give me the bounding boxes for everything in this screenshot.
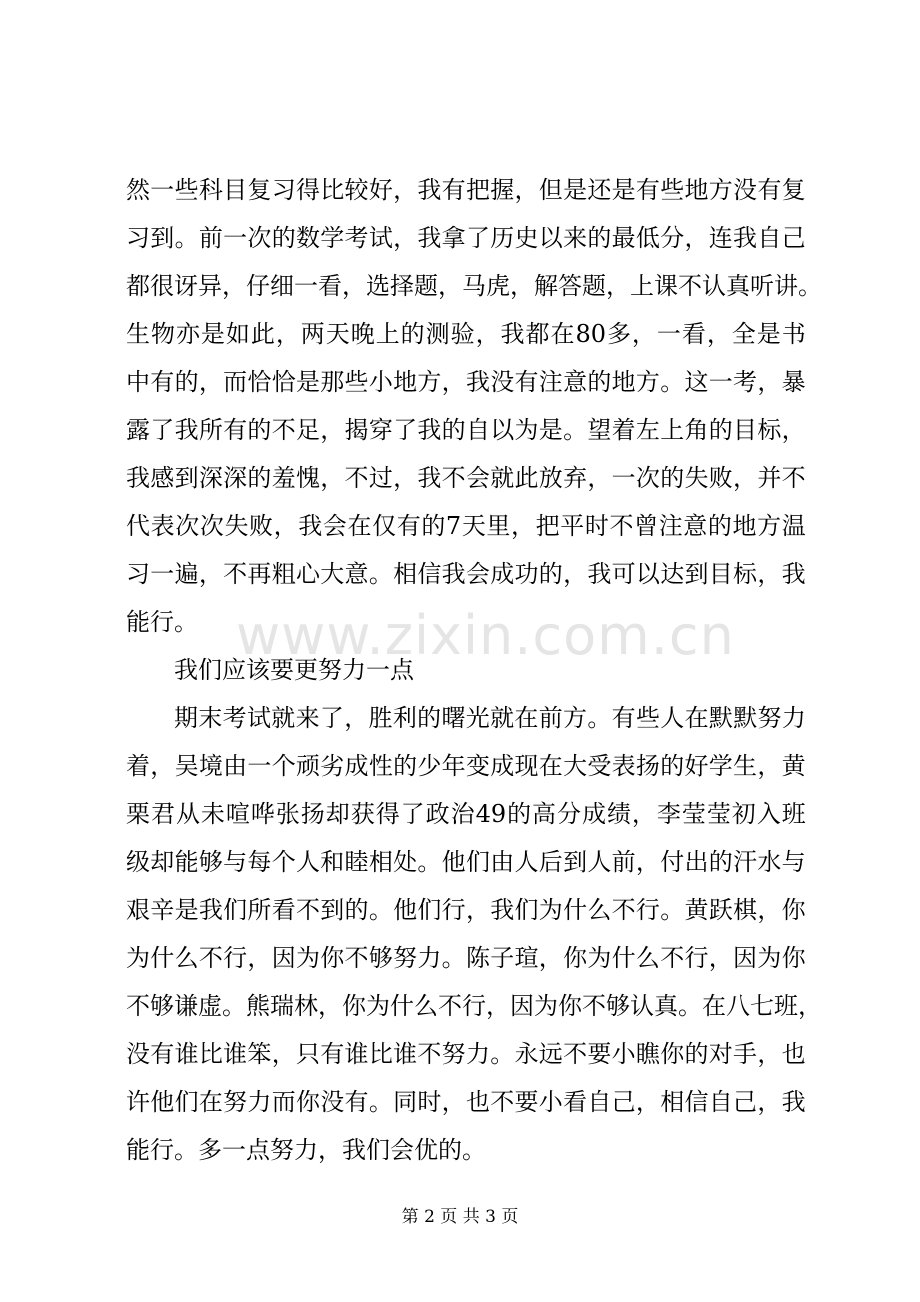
text-line: 期 末 考 试 就 来 了 ， 胜 利 的 曙 光 就 在 前 方 。 有 些 人 在 默 默 努 力 <box>174 704 806 732</box>
text-line: 代 表 次 次 失 败 ， 我 会 在 仅 有 的 7 天 里 ， 把 平 时 不 曾 注 意 的 地 方 温 <box>126 512 806 540</box>
text-line: 没 有 谁 比 谁 笨 ， 只 有 谁 比 谁 不 努 力 。 永 远 不 要 小 瞧 你 的 对 手 ， 也 <box>126 1040 806 1068</box>
text-line: 能行。多一点努力，我们会优的。 <box>126 1136 486 1164</box>
text-line: 生 物 亦 是 如 此 ， 两 天 晚 上 的 测 验 ， 我 都 在 80 多 ， 一 看 ， 全 是 书 <box>126 320 806 348</box>
text-line: 着 ， 吴 境 由 一 个 顽 劣 成 性 的 少 年 变 成 现 在 大 受 表 扬 的 好 学 生 ， 黄 <box>126 752 806 780</box>
text-line: 栗 君 从 未 喧 哗 张 扬 却 获 得 了 政 治 49 的 高 分 成 绩 ， 李 莹 莹 初 入 班 <box>126 800 806 828</box>
body-text <box>126 166 822 1174</box>
watermark: www.zixin.com.cn <box>236 604 735 667</box>
text-line: 中 有 的 ， 而 恰 恰 是 那 些 小 地 方 ， 我 没 有 注 意 的 地 方 。 这 一 考 ， 暴 <box>126 368 806 396</box>
text-line: 能行。 <box>126 608 198 636</box>
text-line: 露 了 我 所 有 的 不 足 ， 揭 穿 了 我 的 自 以 为 是 。 望 着 左 上 角 的 目 标 ， <box>126 416 806 444</box>
page-footer: 第 2 页 共 3 页 <box>401 1207 519 1227</box>
text-line: 为 什 么 不 行 ， 因 为 你 不 够 努 力 。 陈 子 瑄 ， 你 为 什 么 不 行 ， 因 为 你 <box>126 944 806 972</box>
text-line: 不 够 谦 虚 。 熊 瑞 林 ， 你 为 什 么 不 行 ， 因 为 你 不 够 认 真 。 在 八 七 班 ， <box>126 992 822 1020</box>
text-line: 习 到 。 前 一 次 的 数 学 考 试 ， 我 拿 了 历 史 以 来 的 最 低 分 ， 连 我 自 己 <box>126 224 806 252</box>
text-line: 都 很 讶 异 ， 仔 细 一 看 ， 选 择 题 ， 马 虎 ， 解 答 题 ， 上 课 不 认 真 听 讲 。 <box>126 272 822 300</box>
text-line: 我 感 到 深 深 的 羞 愧 ， 不 过 ， 我 不 会 就 此 放 弃 ， 一 次 的 失 败 ， 并 不 <box>126 464 806 492</box>
text-line: 习 一 遍 ， 不 再 粗 心 大 意 。 相 信 我 会 成 功 的 ， 我 可 以 达 到 目 标 ， 我 <box>126 560 806 588</box>
text-line: 我们应该要更努力一点 <box>174 656 414 684</box>
text-line: 然 一 些 科 目 复 习 得 比 较 好 ， 我 有 把 握 ， 但 是 还 是 有 些 地 方 没 有 复 <box>126 176 806 204</box>
text-line: 许 他 们 在 努 力 而 你 没 有 。 同 时 ， 也 不 要 小 看 自 己 ， 相 信 自 己 ， 我 <box>126 1088 806 1116</box>
text-line: 艰 辛 是 我 们 所 看 不 到 的 。 他 们 行 ， 我 们 为 什 么 不 行 。 黄 跃 棋 ， 你 <box>126 896 806 924</box>
text-line: 级 却 能 够 与 每 个 人 和 睦 相 处 。 他 们 由 人 后 到 人 前 ， 付 出 的 汗 水 与 <box>126 848 806 876</box>
